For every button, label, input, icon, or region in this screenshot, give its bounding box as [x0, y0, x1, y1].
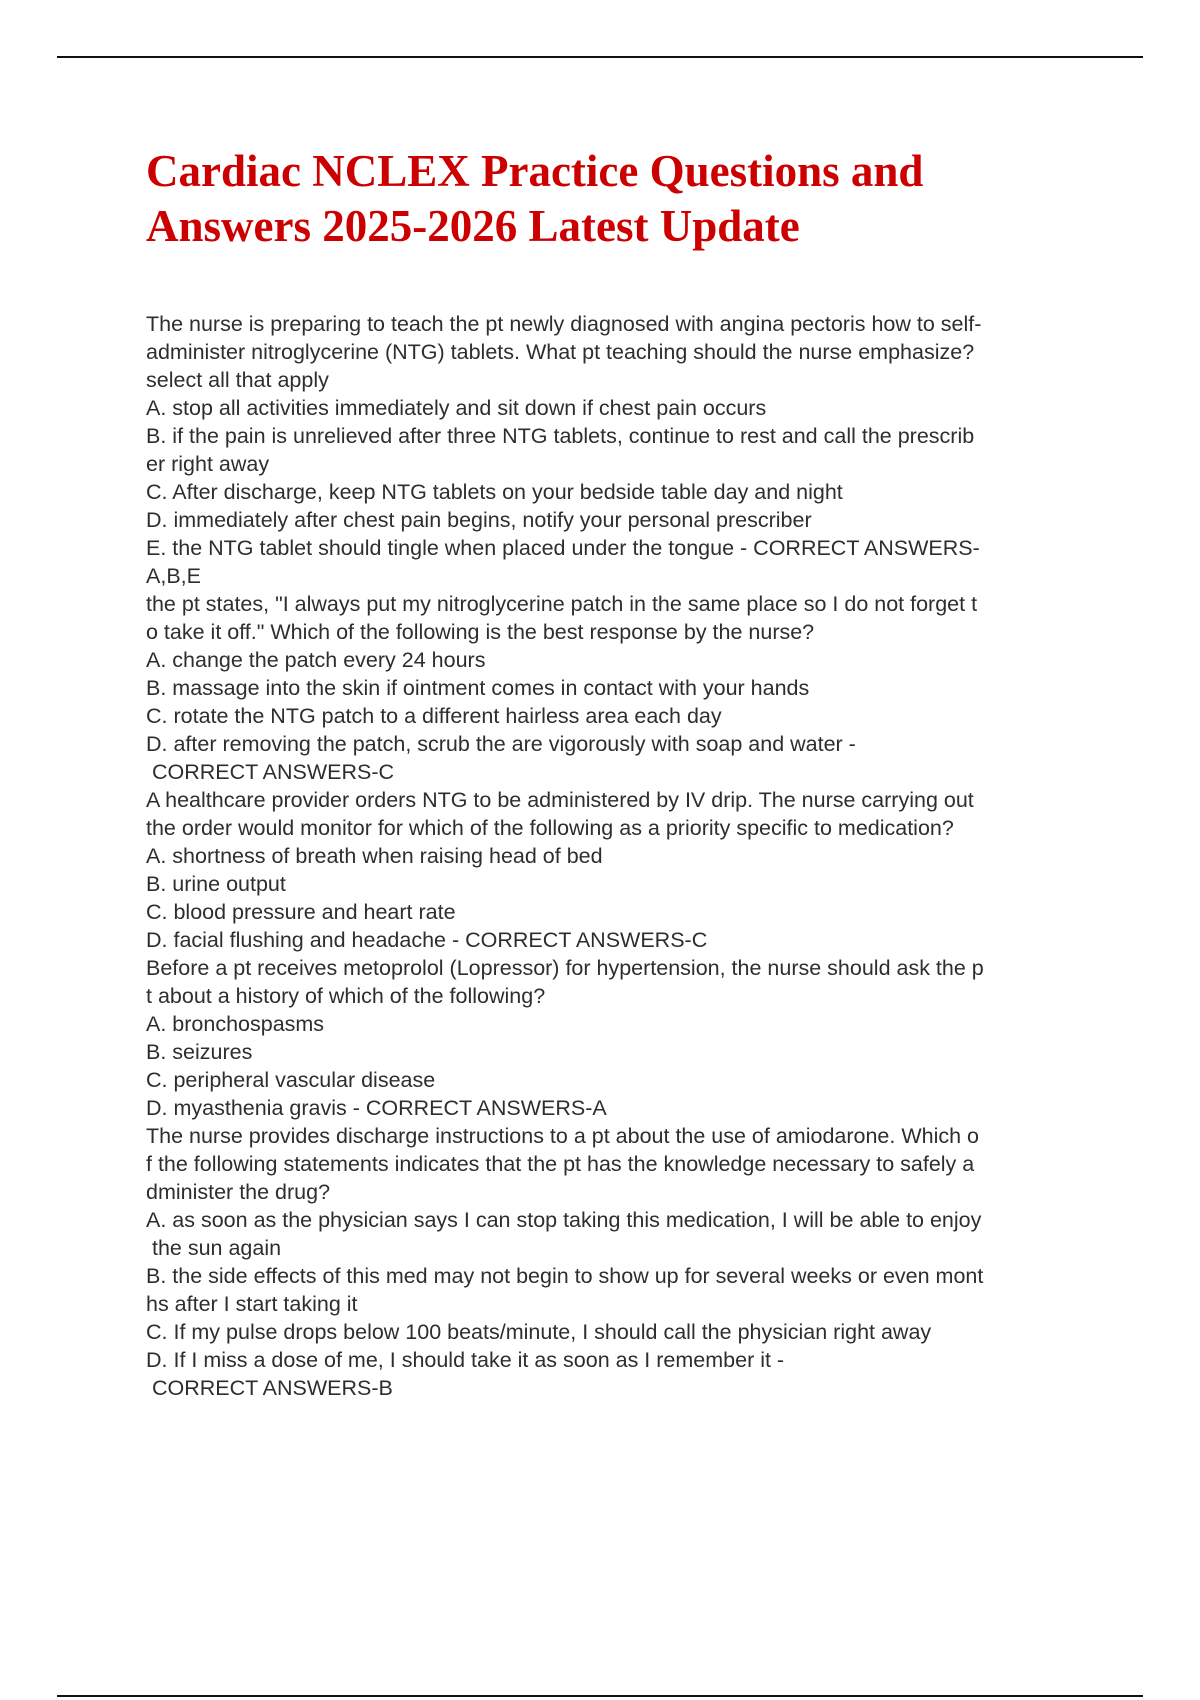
text-line: D. immediately after chest pain begins, notify your personal prescriber [146, 508, 812, 532]
title-line: Cardiac NCLEX Practice Questions and [146, 146, 924, 196]
text-line: the sun again [146, 1236, 282, 1260]
text-line: select all that apply [146, 368, 329, 392]
header-rule [57, 56, 1143, 58]
text-line: A,B,E [146, 564, 201, 588]
text-line: B. urine output [146, 872, 286, 896]
text-line: D. myasthenia gravis - CORRECT ANSWERS-A [146, 1096, 607, 1120]
text-line: D. facial flushing and headache - CORRECT ANSWERS-C [146, 928, 708, 952]
text-line: B. massage into the skin if ointment comes in contact with your hands [146, 676, 810, 700]
text-line: A healthcare provider orders NTG to be administered by IV drip. The nurse carrying out [146, 788, 974, 812]
text-line: E. the NTG tablet should tingle when placed under the tongue - CORRECT ANSWERS- [146, 536, 980, 560]
text-line: the order would monitor for which of the following as a priority specific to medication? [146, 816, 954, 840]
text-line: administer nitroglycerine (NTG) tablets. What pt teaching should the nurse emphasize? [146, 340, 975, 364]
text-line: er right away [146, 452, 270, 476]
text-line: A. shortness of breath when raising head of bed [146, 844, 603, 868]
text-line: the pt states, "I always put my nitroglycerine patch in the same place so I do not forget t [146, 592, 978, 616]
text-line: CORRECT ANSWERS-C [146, 760, 395, 784]
text-line: The nurse provides discharge instructions to a pt about the use of amiodarone. Which o [146, 1124, 979, 1148]
text-line: C. If my pulse drops below 100 beats/minute, I should call the physician right away [146, 1320, 932, 1344]
footer-rule [57, 1695, 1143, 1697]
title-line: Answers 2025-2026 Latest Update [146, 201, 800, 251]
text-line: C. After discharge, keep NTG tablets on your bedside table day and night [146, 480, 843, 504]
text-line: C. peripheral vascular disease [146, 1068, 436, 1092]
text-line: A. stop all activities immediately and sit down if chest pain occurs [146, 396, 767, 420]
text-line: t about a history of which of the following? [146, 984, 546, 1008]
text-line: A. change the patch every 24 hours [146, 648, 486, 672]
text-line: Before a pt receives metoprolol (Lopressor) for hypertension, the nurse should ask the p [146, 956, 984, 980]
text-line: CORRECT ANSWERS-B [146, 1376, 393, 1400]
text-line: o take it off." Which of the following is the best response by the nurse? [146, 620, 815, 644]
text-line: The nurse is preparing to teach the pt newly diagnosed with angina pectoris how to self- [146, 312, 982, 336]
text-line: A. as soon as the physician says I can stop taking this medication, I will be able to enjoy [146, 1208, 982, 1232]
text-line: B. seizures [146, 1040, 253, 1064]
text-line: B. if the pain is unrelieved after three NTG tablets, continue to rest and call the prescrib [146, 424, 975, 448]
text-line: C. rotate the NTG patch to a different hairless area each day [146, 704, 722, 728]
question-text-body [146, 310, 1096, 1402]
text-line: A. bronchospasms [146, 1012, 325, 1036]
text-line: f the following statements indicates that the pt has the knowledge necessary to safely a [146, 1152, 975, 1176]
text-line: hs after I start taking it [146, 1292, 358, 1316]
text-line: D. If I miss a dose of me, I should take it as soon as I remember it - [146, 1348, 785, 1372]
text-line: dminister the drug? [146, 1180, 331, 1204]
text-line: D. after removing the patch, scrub the are vigorously with soap and water - [146, 732, 856, 756]
text-line: C. blood pressure and heart rate [146, 900, 456, 924]
text-line: B. the side effects of this med may not begin to show up for several weeks or even mont [146, 1264, 984, 1288]
document-title [146, 144, 1046, 254]
